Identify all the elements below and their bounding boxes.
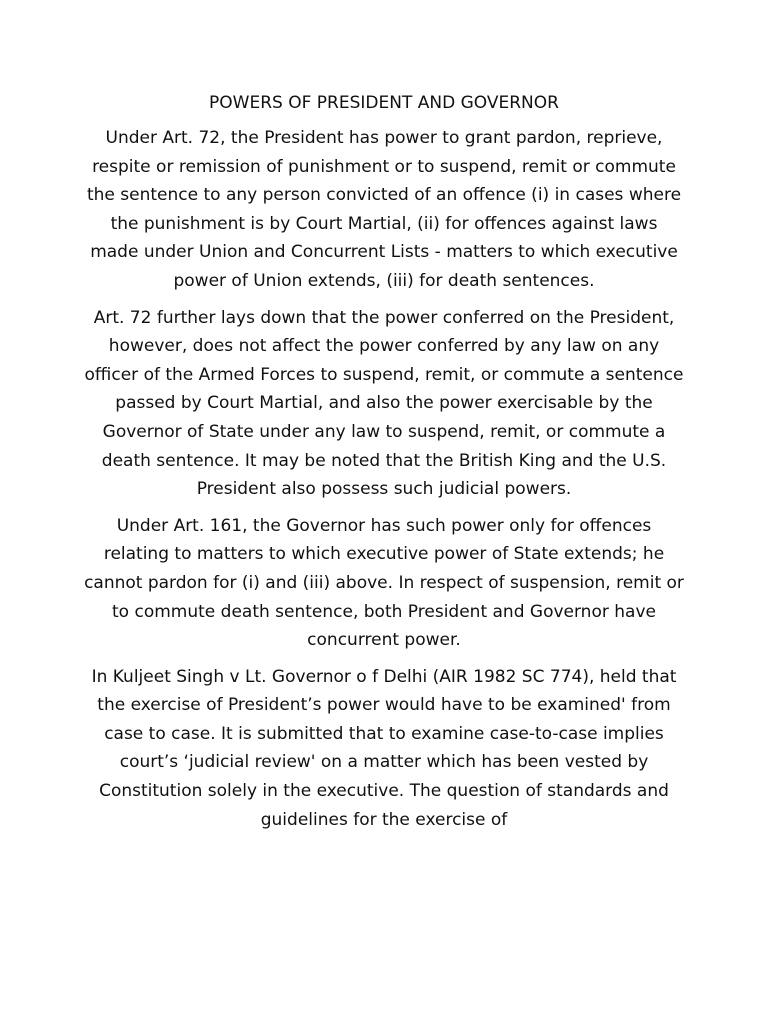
paragraph-art-161-governor: Under Art. 161, the Governor has such power only for offences relating to matters to which executive power of State extends; he cannot pardon for (i) and (iii) above. In respect of suspension, remit or to commute death sentence, both President and Governor have concurrent power.: [84, 515, 684, 651]
document-body: [84, 90, 684, 842]
paragraph-art-72-armed-forces: Art. 72 further lays down that the power conferred on the President, however, does not affect the power conferred by any law on any officer of the Armed Forces to suspend, remit, or commute a sentence passed by Court Martial, and also the power exercisable by the Governor of State under any law to suspend, remit, or commute a death sentence. It may be noted that the British King and the U.S. President also possess such judicial powers.: [84, 307, 684, 500]
document-title: POWERS OF PRESIDENT AND GOVERNOR: [209, 93, 559, 113]
paragraph-kuljeet-singh-case: In Kuljeet Singh v Lt. Governor o f Delhi (AIR 1982 SC 774), held that the exercise of President’s power would have to be examined' from case to case. It is submitted that to examine case-to-case implies court’s ‘judicial review' on a matter which has been vested by Constitution solely in the executive. The question of standards and guidelines for the exercise of: [91, 666, 677, 830]
paragraph-art-72-pardon-power: Under Art. 72, the President has power to grant pardon, reprieve, respite or remission of punishment or to suspend, remit or commute the sentence to any person convicted of an offence (i) in cases where the punishment is by Court Martial, (ii) for offences against laws made under Union and Concurrent Lists - matters to which executive power of Union extends, (iii) for death sentences.: [86, 128, 682, 291]
